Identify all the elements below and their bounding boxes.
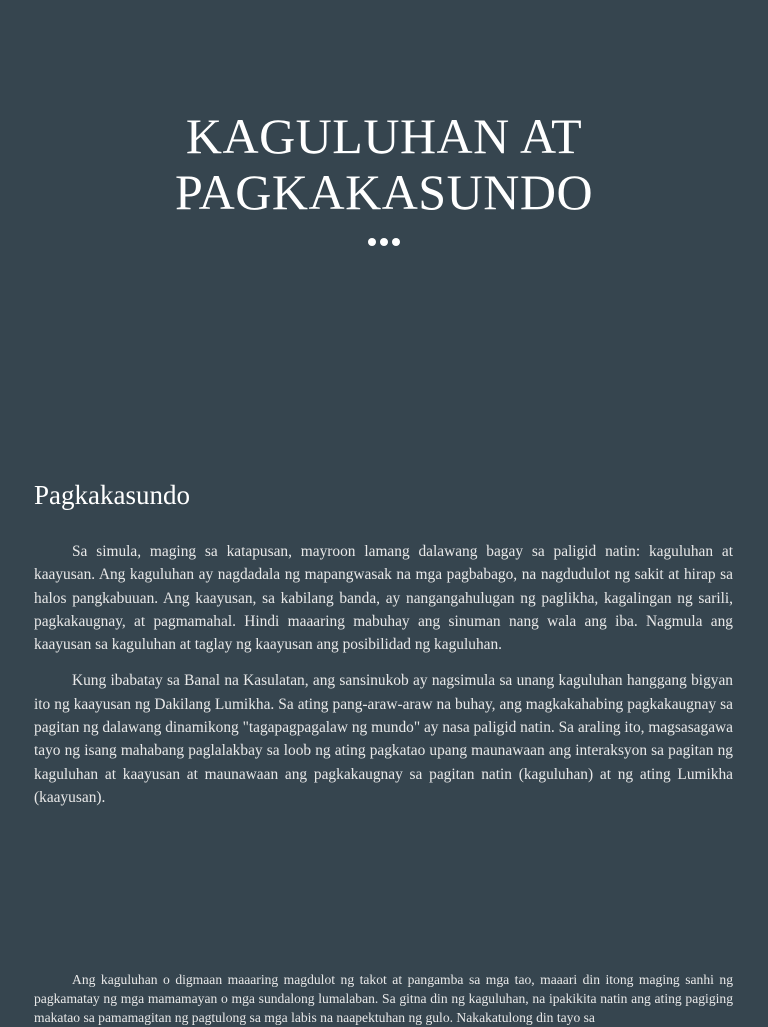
title-line-2: PAGKAKASUNDO: [174, 164, 594, 220]
ornament-dot: [368, 238, 376, 246]
ornament-dot: [380, 238, 388, 246]
page-title: [0, 108, 768, 220]
title-ornament: [0, 238, 768, 246]
body-paragraph: Kung ibabatay sa Banal na Kasulatan, ang sansinukob ay nagsimula sa unang kaguluhan hanggang bigyan ito ng kaayusan ng Dakilang Lumikha. Sa ating pang-araw-araw na buhay, ang magkakahabing pagkakaugnay sa pagitan ng dalawang dinamikong "tagapagpagalaw ng mundo" ay nasa paligid natin. Sa araling ito, magsasagawa tayo ng isang mahabang paglalakbay sa loob ng ating pagkatao upang maunawaan ang interaksyon sa pagitan ng kaguluhan at kaayusan at maunawaan ang pagkakaugnay sa pagitan natin (kaguluhan) at ng ating Lumikha (kaayusan).: [34, 672, 733, 806]
footer-text: [34, 970, 733, 1027]
body-paragraph: Sa simula, maging sa katapusan, mayroon lamang dalawang bagay sa paligid natin: kaguluhan at kaayusan. Ang kaguluhan ay nagdadala ng mapangwasak na mga pagbabago, na nagdudulot ng sakit at hirap sa halos pangkabuuan. Ang kaayusan, sa kabilang banda, ay nangangahulugan ng paglikha, kagalingan ng sarili, pagkakaugnay, at pagmamahal. Hindi maaaring mabuhay ang sinuman nang wala ang iba. Nagmula ang kaayusan sa kaguluhan at taglay ng kaayusan ang posibilidad ng kaguluhan.: [34, 543, 733, 654]
section-heading: Pagkakasundo: [34, 480, 190, 510]
section-body: [34, 540, 733, 822]
footer-paragraph: Ang kaguluhan o digmaan maaaring magdulot ng takot at pangamba sa mga tao, maaari din itong maging sanhi ng pagkamatay ng mga mamamayan o mga sundalong lumalaban. Sa gitna din ng kaguluhan, na ipakikita natin ang ating pagiging makatao sa pamamagitan ng pagtulong sa mga labis na naapektuhan ng gulo. Nakakatulong din tayo sa: [34, 972, 733, 1025]
ornament-dot: [392, 238, 400, 246]
title-line-1: KAGULUHAN AT: [185, 108, 583, 164]
